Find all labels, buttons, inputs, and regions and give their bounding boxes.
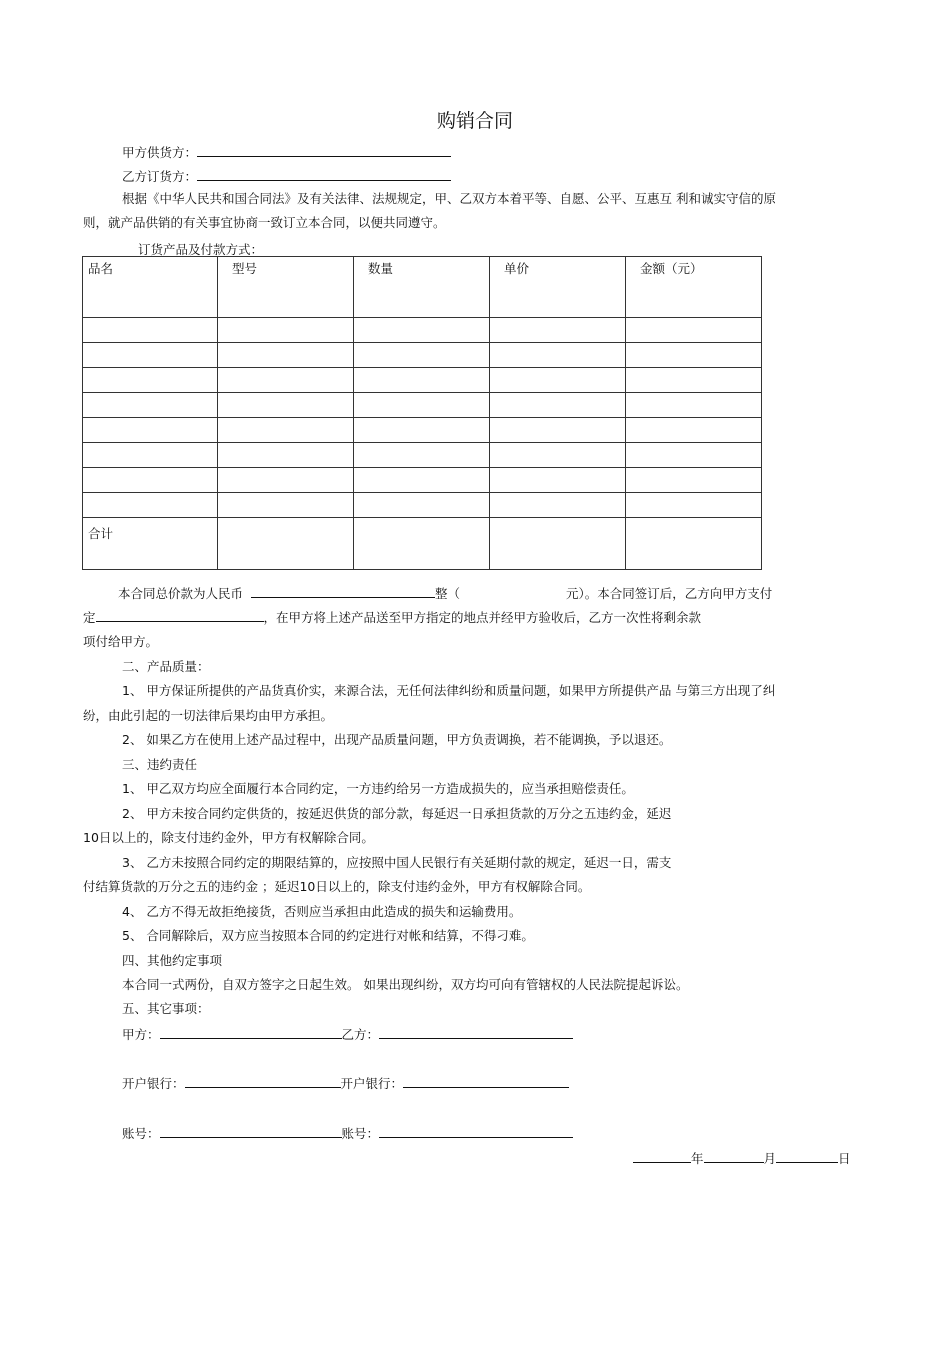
table-cell[interactable] — [626, 343, 762, 368]
table-cell[interactable] — [490, 343, 626, 368]
party-b-label: 乙方： — [341, 1027, 380, 1042]
deposit-label: 定 — [83, 610, 96, 625]
account-line — [122, 1125, 573, 1142]
table-cell[interactable] — [218, 368, 354, 393]
table-total-row — [83, 518, 762, 570]
table-row — [83, 393, 762, 418]
date-line — [633, 1150, 851, 1167]
deposit-blank[interactable] — [96, 609, 264, 622]
table-cell[interactable] — [83, 443, 218, 468]
section2-item1-line1: 1、 甲方保证所提供的产品货真价实，来源合法，无任何法律纠纷和质量问题，如果甲方所提供产品 与第三方出现了纠 — [122, 683, 776, 698]
table-cell[interactable] — [490, 393, 626, 418]
section3-item3-line2: 付结算货款的万分之五的违约金 ；延迟10日以上的，除支付违约金外，甲方有权解除合同。 — [83, 879, 591, 894]
deposit-terms-text: ，在甲方将上述产品送至甲方指定的地点并经甲方验收后，乙方一次性将剩余款 — [263, 610, 702, 625]
intro-line-1: 根据《中华人民共和国合同法》及有关法律、法规规定，甲、乙双方本着平等、自愿、公平、互惠互 利和诚实守信的原 — [122, 191, 776, 206]
year-label: 年 — [691, 1151, 704, 1166]
month-blank[interactable] — [704, 1150, 764, 1163]
payment-terms-text: 元）。本合同签订后，乙方向甲方支付 — [566, 586, 773, 601]
table-cell[interactable] — [490, 468, 626, 493]
total-price-suffix: 整（ — [435, 586, 461, 601]
account-a-blank[interactable] — [160, 1125, 342, 1138]
day-blank[interactable] — [776, 1150, 838, 1163]
account-a-label: 账号： — [122, 1126, 160, 1141]
table-cell[interactable] — [354, 318, 490, 343]
bank-b-blank[interactable] — [403, 1075, 569, 1088]
payment-line-2 — [83, 609, 701, 626]
header-unit-price: 单价 — [490, 257, 626, 318]
table-cell[interactable] — [490, 493, 626, 518]
table-cell[interactable] — [626, 493, 762, 518]
table-cell[interactable] — [626, 368, 762, 393]
party-a-supplier-blank[interactable] — [197, 144, 451, 157]
party-b-buyer-line — [122, 168, 451, 185]
account-b-label: 账号： — [341, 1126, 380, 1141]
table-row — [83, 368, 762, 393]
table-header-row — [83, 257, 762, 318]
section4-text: 本合同一式两份，自双方签字之日起生效。 如果出现纠纷，双方均可向有管辖权的人民法院提起诉讼。 — [122, 977, 689, 992]
total-price-label: 本合同总价款为人民币 — [118, 586, 244, 601]
year-blank[interactable] — [633, 1150, 691, 1163]
intro-line-2: 则，就产品供销的有关事宜协商一致订立本合同，以便共同遵守。 — [83, 215, 446, 230]
section4-heading: 四、其他约定事项 — [122, 953, 223, 968]
table-cell[interactable] — [83, 368, 218, 393]
section3-heading: 三、违约责任 — [122, 757, 198, 772]
section3-item2-line2: 10日以上的，除支付违约金外，甲方有权解除合同。 — [83, 830, 374, 845]
section2-heading: 二、产品质量： — [122, 659, 210, 674]
section2-item1-line2: 纷，由此引起的一切法律后果均由甲方承担。 — [83, 708, 334, 723]
header-quantity: 数量 — [354, 257, 490, 318]
total-label-cell: 合计 — [83, 518, 218, 570]
bank-line — [122, 1075, 569, 1092]
bank-b-label: 开户银行： — [340, 1076, 404, 1091]
party-sign-line — [122, 1026, 573, 1043]
table-cell[interactable] — [490, 418, 626, 443]
party-b-blank[interactable] — [379, 1026, 573, 1039]
payment-line-1 — [118, 585, 772, 602]
header-amount: 金额（元） — [626, 257, 762, 318]
section3-item1: 1、 甲乙双方均应全面履行本合同约定，一方违约给另一方造成损失的，应当承担赔偿责任。 — [122, 781, 634, 796]
payment-line-3: 项付给甲方。 — [83, 634, 159, 649]
table-cell[interactable] — [218, 418, 354, 443]
table-row — [83, 318, 762, 343]
table-row — [83, 443, 762, 468]
order-heading: 订货产品及付款方式： — [138, 242, 264, 257]
table-row — [83, 418, 762, 443]
day-label: 日 — [838, 1151, 851, 1166]
total-price-blank[interactable] — [251, 585, 435, 598]
table-cell[interactable] — [218, 343, 354, 368]
table-cell[interactable] — [354, 393, 490, 418]
table-cell[interactable] — [626, 318, 762, 343]
table-cell[interactable] — [83, 468, 218, 493]
table-cell[interactable] — [354, 493, 490, 518]
bank-a-label: 开户银行： — [122, 1076, 185, 1091]
table-cell[interactable] — [83, 318, 218, 343]
party-b-buyer-label: 乙方订货方： — [122, 169, 198, 184]
table-cell[interactable] — [354, 418, 490, 443]
table-cell[interactable] — [626, 418, 762, 443]
party-a-supplier-label: 甲方供货方： — [122, 145, 198, 160]
table-cell[interactable] — [218, 318, 354, 343]
table-cell[interactable] — [490, 443, 626, 468]
table-cell[interactable] — [626, 518, 762, 570]
table-cell[interactable] — [83, 418, 218, 443]
section3-item5: 5、 合同解除后，双方应当按照本合同的约定进行对帐和结算，不得刁难。 — [122, 928, 534, 943]
party-a-label: 甲方： — [122, 1027, 160, 1042]
party-a-supplier-line — [122, 144, 451, 161]
header-product-name: 品名 — [83, 257, 218, 318]
order-table — [82, 256, 762, 570]
month-label: 月 — [763, 1151, 777, 1166]
section2-item2: 2、 如果乙方在使用上述产品过程中，出现产品质量问题，甲方负责调换，若不能调换，予以退还。 — [122, 732, 672, 747]
table-row — [83, 468, 762, 493]
header-model: 型号 — [218, 257, 354, 318]
table-cell[interactable] — [354, 443, 490, 468]
table-cell[interactable] — [83, 493, 218, 518]
table-cell[interactable] — [83, 343, 218, 368]
table-cell[interactable] — [626, 468, 762, 493]
table-cell[interactable] — [490, 368, 626, 393]
table-cell[interactable] — [218, 518, 354, 570]
section3-item3-line1: 3、 乙方未按照合同约定的期限结算的，应按照中国人民银行有关延期付款的规定，延迟一日，需支 — [122, 855, 672, 870]
table-cell[interactable] — [218, 393, 354, 418]
bank-a-blank[interactable] — [185, 1075, 341, 1088]
table-cell[interactable] — [490, 518, 626, 570]
table-cell[interactable] — [354, 468, 490, 493]
section3-item2-line1: 2、 甲方未按合同约定供货的，按延迟供货的部分款，每延迟一日承担货款的万分之五违约金，延迟 — [122, 806, 672, 821]
contract-title: 购销合同 — [436, 110, 513, 132]
account-b-blank[interactable] — [379, 1125, 573, 1138]
party-b-buyer-blank[interactable] — [197, 168, 451, 181]
table-cell[interactable] — [218, 493, 354, 518]
table-cell[interactable] — [218, 468, 354, 493]
table-cell[interactable] — [354, 368, 490, 393]
table-cell[interactable] — [354, 518, 490, 570]
section5-heading: 五、其它事项： — [122, 1001, 210, 1016]
table-row — [83, 493, 762, 518]
section3-item4: 4、 乙方不得无故拒绝接货，否则应当承担由此造成的损失和运输费用。 — [122, 904, 522, 919]
table-cell[interactable] — [354, 343, 490, 368]
table-cell[interactable] — [83, 393, 218, 418]
table-cell[interactable] — [626, 443, 762, 468]
table-row — [83, 343, 762, 368]
table-cell[interactable] — [490, 318, 626, 343]
table-cell[interactable] — [626, 393, 762, 418]
party-a-blank[interactable] — [160, 1026, 342, 1039]
table-cell[interactable] — [218, 443, 354, 468]
